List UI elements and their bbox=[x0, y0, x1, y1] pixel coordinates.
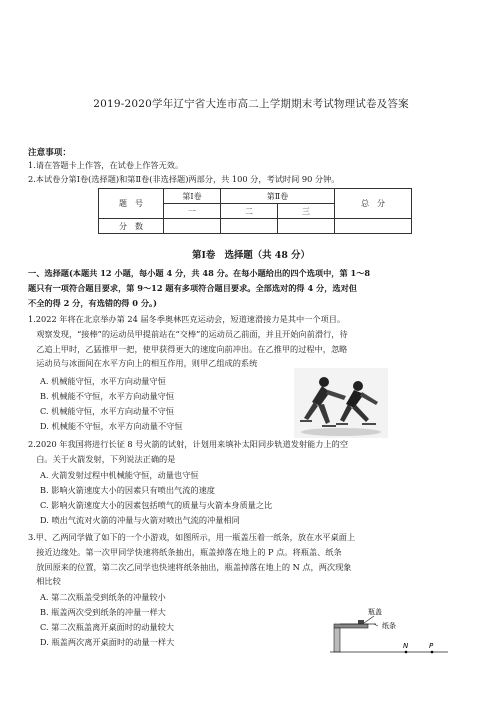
question-1-option-c: C. 机械能守恒，水平方向动量不守恒 bbox=[40, 406, 174, 416]
p-label: P bbox=[429, 642, 434, 650]
notice-item: 1.请在答题卡上作答，在试卷上作答无效。 bbox=[28, 160, 184, 170]
stem-line: 乙追上甲时，乙猛推甲一把，使甲获得更大的速度向前冲出。在乙推甲的过程中，忽略 bbox=[28, 343, 348, 354]
score-cell bbox=[221, 219, 278, 234]
score-table bbox=[98, 188, 412, 234]
score-table-total: 总 分 bbox=[335, 189, 412, 219]
question-2-option-a: A. 火箭发射过程中机械能守恒，动量也守恒 bbox=[40, 470, 199, 480]
stem-line: 运动员与冰面间在水平方向上的相互作用，则甲乙组成的系统 bbox=[28, 358, 258, 369]
question-1-option-b: B. 机械能不守恒，水平方向动量守恒 bbox=[40, 391, 175, 401]
question-3-stem bbox=[28, 530, 480, 589]
instruction-line: 不全的得 2 分，有选错的得 0 分。) bbox=[28, 297, 158, 308]
stem-line: 放回原来的位置，第二次乙同学也快速将纸条抽出，瓶盖掉落在地上的 N 点，两次现象 bbox=[28, 561, 352, 572]
question-3-option-a: A. 第二次瓶盖受到纸条的冲量较小 bbox=[40, 592, 166, 602]
score-table-part1: 第Ⅰ卷 bbox=[164, 189, 221, 204]
stem-line: 2.2020 年我国将进行长征 8 号火箭的试射，计划用来填补太阳同步轨道发射能力上的空 bbox=[28, 439, 349, 449]
point-p bbox=[431, 651, 434, 654]
table-top bbox=[334, 624, 368, 628]
score-table-sub2: 二 bbox=[221, 204, 278, 219]
section-heading: 第Ⅰ卷 选择题（共 48 分） bbox=[192, 250, 310, 261]
section-instructions bbox=[28, 266, 480, 310]
stem-line: 3.甲、乙两同学做了如下的一个小游戏，如图所示，用一瓶盖压着一纸条，放在水平桌面上 bbox=[28, 532, 356, 542]
n-label: N bbox=[403, 642, 409, 650]
notice-heading: 注意事项： bbox=[28, 148, 71, 158]
question-1-option-d: D. 机械能不守恒，水平方向动量不守恒 bbox=[40, 421, 183, 431]
stem-line: 观察发现，“接棒”的运动员甲提前站在“交棒”的运动员乙前面，并且开始向前滑行，待 bbox=[28, 328, 348, 339]
stem-line: 白。关于火箭发射，下列说法正确的是 bbox=[28, 453, 176, 464]
score-cell bbox=[335, 219, 412, 234]
question-2-option-c: C. 影响火箭速度大小的因素包括喷气的质量与火箭本身质量之比 bbox=[40, 500, 273, 510]
score-table-row-label: 题 号 bbox=[99, 189, 164, 219]
question-1-stem bbox=[28, 312, 480, 371]
bottle-cap bbox=[358, 620, 364, 624]
notice-item: 2.本试卷分第Ⅰ卷(选择题)和第Ⅱ卷(非选择题)两部分，共 100 分，考试时间 90 分钟。 bbox=[28, 174, 340, 184]
score-cell bbox=[278, 219, 335, 234]
paper-label: 纸条 bbox=[382, 622, 396, 630]
point-n bbox=[405, 651, 408, 654]
question-3-option-b: B. 瓶盖两次受到纸条的冲量一样大 bbox=[40, 607, 166, 617]
question-2-stem bbox=[28, 437, 480, 467]
score-cell bbox=[164, 219, 221, 234]
instruction-line: 一、选择题(本题共 12 小题，每小题 4 分，共 48 分。在每小题给出的四个选项中，第 1～8 bbox=[28, 268, 371, 278]
instruction-line: 题只有一项符合题目要求，第 9～12 题有多项符合题目要求。全部选对的得 4 分，选对但 bbox=[28, 282, 357, 293]
page-title: 2019-2020学年辽宁省大连市高二上学期期末考试物理试卷及答案 bbox=[93, 98, 409, 110]
question-3-option-d: D. 瓶盖两次离开桌面时的动量一样大 bbox=[40, 637, 175, 647]
table-leg bbox=[334, 628, 340, 652]
score-table-sub3: 三 bbox=[278, 204, 335, 219]
score-table-score-label: 分 数 bbox=[99, 219, 164, 234]
question-2-option-d: D. 喷出气流对火箭的冲量与火箭对喷出气流的冲量相同 bbox=[40, 515, 240, 525]
stem-line: 接近边缘处。第一次甲同学快速将纸条抽出，瓶盖掉落在地上的 P 点。将瓶盖、纸条 bbox=[28, 546, 342, 557]
question-3-option-c: C. 第二次瓶盖离开桌面时的动量较大 bbox=[40, 622, 174, 632]
score-table-part2: 第Ⅱ卷 bbox=[221, 189, 335, 204]
stem-line: 1.2022 年将在北京举办第 24 届冬季奥林匹克运动会，短道速滑接力是其中一个项目。 bbox=[28, 314, 346, 324]
cap-label: 瓶盖 bbox=[368, 608, 382, 616]
speed-skaters-photo bbox=[294, 368, 388, 438]
stem-line: 相比较 bbox=[28, 576, 61, 587]
score-table-sub1: 一 bbox=[164, 204, 221, 219]
bottle-cap-diagram bbox=[330, 606, 450, 654]
question-2-option-b: B. 影响火箭速度大小的因素只有喷出气流的速度 bbox=[40, 485, 215, 495]
question-1-option-a: A. 机械能守恒，水平方向动量守恒 bbox=[40, 376, 166, 386]
